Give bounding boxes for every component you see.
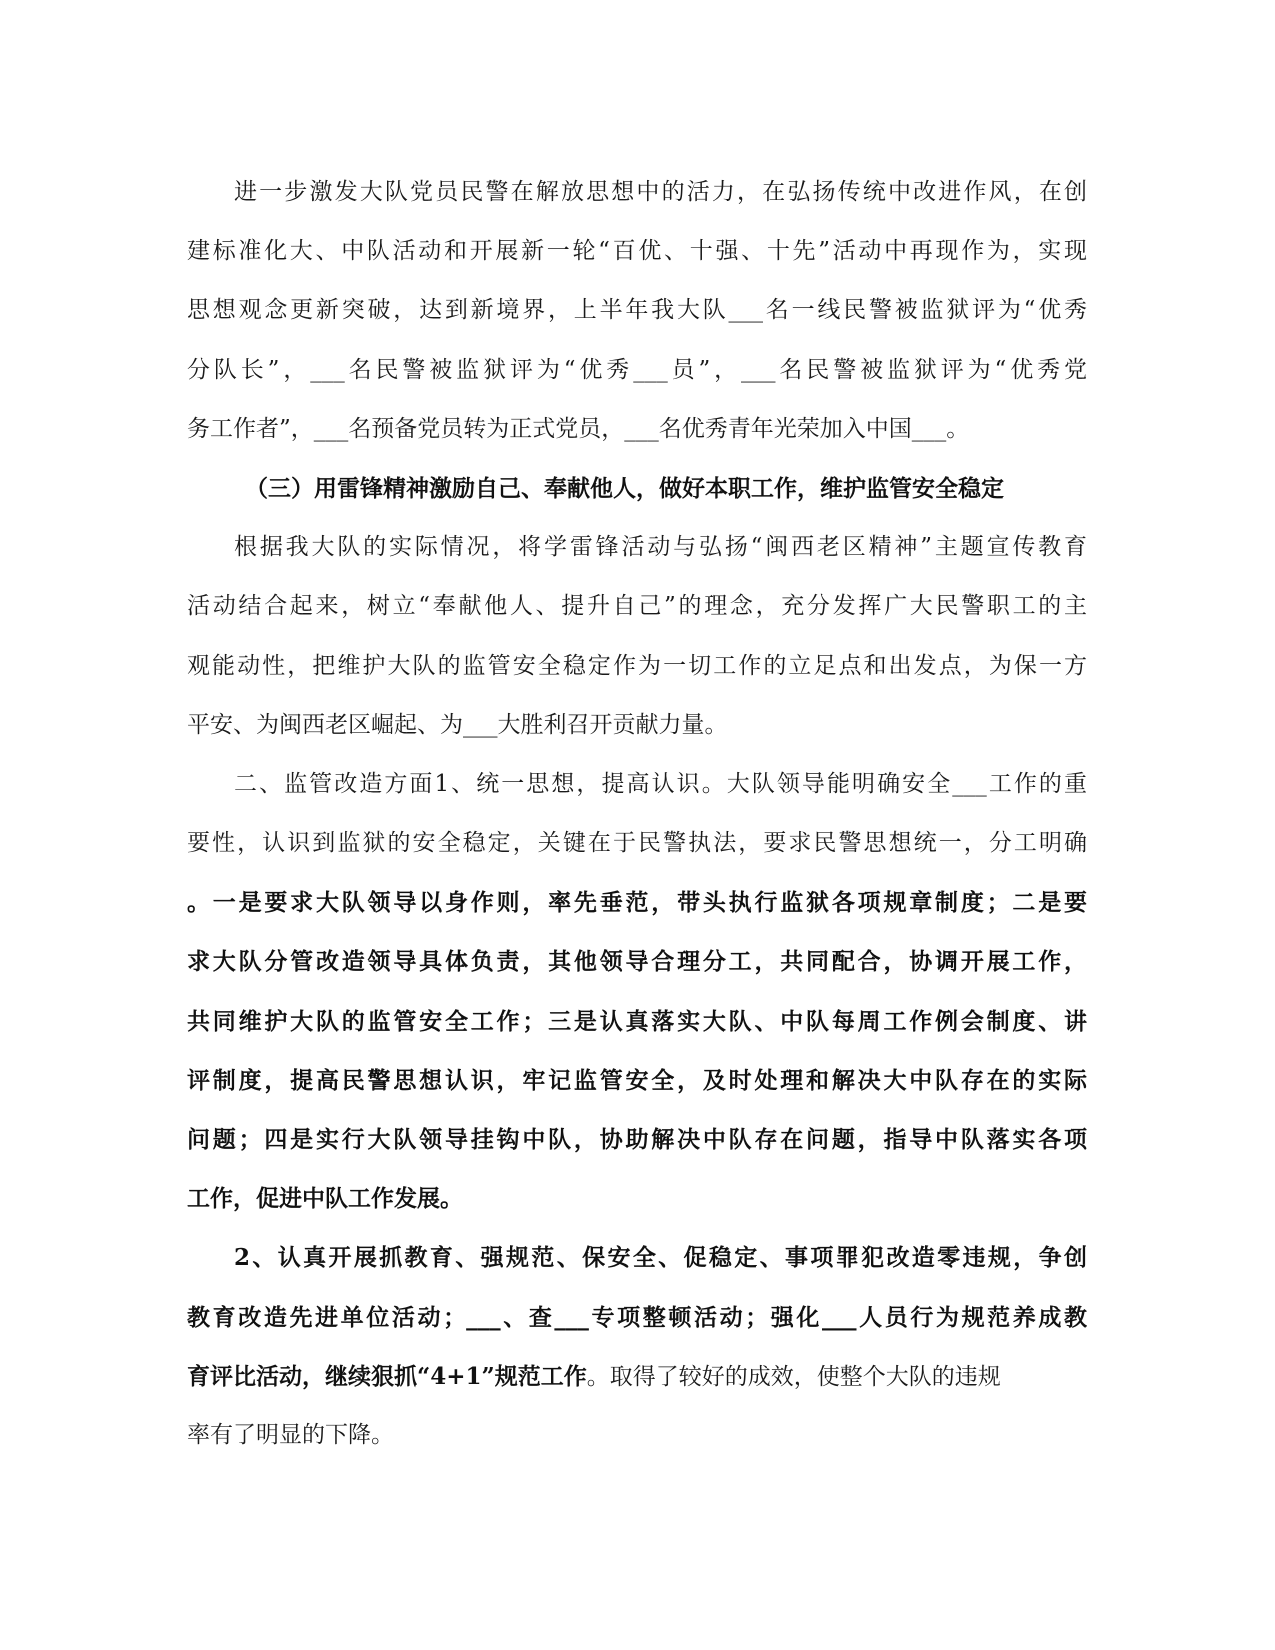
para-1-line-1: 进一步激发大队党员民警在解放思想中的活力，在弘扬传统中改进作风，在创 [234,179,1087,205]
para-2-line-3: 观能动性，把维护大队的监管安全稳定作为一切工作的立足点和出发点，为保一方 [187,652,1087,679]
para-3-line-3: 。一是要求大队领导以身作则，率先垂范，带头执行监狱各项规章制度；二是要 [187,889,1087,917]
document-body [187,163,1087,1465]
para-4-line-4: 率有了明显的下降。 [187,1421,394,1448]
para-4-line-3 [187,1347,1087,1406]
para-3-line-6: 评制度，提高民警思想认识，牢记监管安全，及时处理和解决大中队存在的实际 [187,1066,1087,1094]
para-3-line-5: 共同维护大队的监管安全工作；三是认真落实大队、中队每周工作例会制度、讲 [187,1007,1087,1035]
para-2-line-1: 根据我大队的实际情况，将学雷锋活动与弘扬“闽西老区精神”主题宣传教育 [234,534,1087,561]
para-4-line-2: 教育改造先进单位活动；___、查___专项整顿活动；强化___人员行为规范养成教 [187,1303,1087,1331]
para-3-line-2: 要性，认识到监狱的安全稳定，关键在于民警执法，要求民警思想统一，分工明确 [187,830,1087,857]
para-4-line-3-regular: 。取得了较好的成效，使整个大队的违规 [586,1363,1001,1390]
para-3-line-4: 求大队分管改造领导具体负责，其他领导合理分工，共同配合，协调开展工作， [187,948,1087,976]
para-3-line-1: 二、监管改造方面1、统一思想，提高认识。大队领导能明确安全___工作的重 [234,770,1087,797]
para-1-line-3: 思想观念更新突破，达到新境界，上半年我大队___名一线民警被监狱评为“优秀 [187,297,1087,324]
para-3-line-8: 工作，促进中队工作发展。 [187,1185,463,1213]
para-1-line-4: 分队长”，___名民警被监狱评为“优秀___员”，___名民警被监狱评为“优秀党 [187,356,1087,383]
para-2-line-4: 平安、为闽西老区崛起、为___大胜利召开贡献力量。 [187,711,728,738]
para-1-line-2: 建标准化大、中队活动和开展新一轮“百优、十强、十先”活动中再现作为，实现 [187,238,1087,265]
para-1-line-5: 务工作者”，___名预备党员转为正式党员，___名优秀青年光荣加入中国___。 [187,415,970,442]
section-heading-3: （三）用雷锋精神激励自己、奉献他人，做好本职工作，维护监管安全稳定 [245,474,1004,502]
para-2-line-2: 活动结合起来，树立“奉献他人、提升自己”的理念，充分发挥广大民警职工的主 [187,593,1087,620]
para-4-line-1: 2、认真开展抓教育、强规范、保安全、促稳定、事项罪犯改造零违规，争创 [234,1244,1087,1272]
para-4-line-3-bold: 育评比活动，继续狠抓“4+1”规范工作 [187,1362,587,1390]
para-3-line-7: 问题；四是实行大队领导挂钩中队，协助解决中队存在问题，指导中队落实各项 [187,1126,1087,1153]
